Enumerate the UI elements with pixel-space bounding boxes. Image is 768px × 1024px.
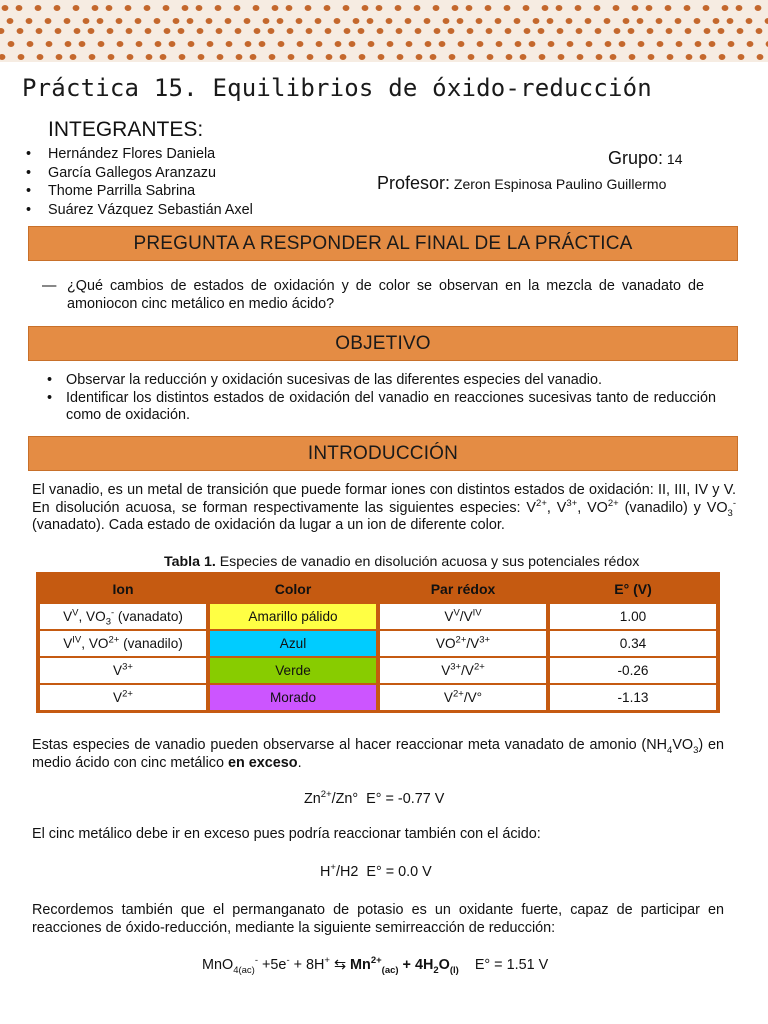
banner-dot	[56, 54, 63, 60]
banner-dot	[755, 5, 762, 11]
banner-dot	[439, 41, 446, 47]
banner-dot	[514, 18, 521, 24]
color-cell: Verde	[208, 657, 378, 684]
banner-dot	[604, 18, 611, 24]
banner-dot	[216, 28, 223, 34]
banner-dot	[377, 28, 384, 34]
banner-dot	[326, 54, 333, 60]
banner-dot	[17, 28, 24, 34]
banner-dot	[414, 5, 421, 11]
banner-dot	[747, 41, 754, 47]
grupo-value: 14	[663, 151, 683, 167]
banner-dot	[225, 18, 232, 24]
banner-dot	[533, 18, 540, 24]
banner-dot	[245, 41, 252, 47]
banner-dot	[8, 41, 15, 47]
banner-dot	[676, 41, 683, 47]
banner-dot	[405, 18, 412, 24]
banner-dot	[269, 54, 276, 60]
member-item: • García Gallegos Aranzazu	[20, 164, 253, 183]
banner-dot	[468, 54, 475, 60]
banner-dot	[452, 5, 459, 11]
banner-dot	[619, 41, 626, 47]
banner-dot	[169, 41, 176, 47]
banner-dot	[116, 18, 123, 24]
banner-dot	[54, 5, 61, 11]
member-item: • Hernández Flores Daniela	[20, 145, 253, 164]
banner-dot	[272, 5, 279, 11]
banner-dot	[736, 5, 743, 11]
banner-dot	[89, 54, 96, 60]
banner-dot	[728, 41, 735, 47]
banner-dot	[504, 5, 511, 11]
intro-paragraph-3: El cinc metálico debe ir en exceso pues podría reaccionar también con el ácido:	[32, 826, 541, 842]
banner-dot	[73, 5, 80, 11]
banner-dot	[746, 18, 753, 24]
banner-dot	[83, 18, 90, 24]
banner-dot	[2, 5, 9, 11]
table-header-cell: Ion	[38, 574, 208, 603]
banner-dot	[704, 28, 711, 34]
banner-dot	[16, 5, 23, 11]
banner-dot	[188, 41, 195, 47]
banner-dot	[614, 28, 621, 34]
section-header-introduccion: INTRODUCCIÓN	[28, 436, 738, 471]
banner-dot	[430, 54, 437, 60]
banner-dot	[685, 28, 692, 34]
banner-dot	[646, 5, 653, 11]
banner-dot	[173, 18, 180, 24]
banner-dot	[27, 41, 34, 47]
banner-dot	[575, 5, 582, 11]
banner-dot	[198, 54, 205, 60]
member-item: • Suárez Vázquez Sebastián Axel	[20, 201, 253, 220]
banner-dot	[520, 54, 527, 60]
banner-dot	[36, 28, 43, 34]
banner-dot	[567, 41, 574, 47]
potential-cell: -1.13	[548, 684, 718, 711]
banner-dot	[207, 41, 214, 47]
banner-dot	[539, 54, 546, 60]
banner-dot	[307, 54, 314, 60]
banner-dot	[457, 18, 464, 24]
banner-dot	[529, 41, 536, 47]
banner-dot	[684, 5, 691, 11]
banner-dot	[376, 5, 383, 11]
banner-dot	[217, 54, 224, 60]
banner-dot	[206, 18, 213, 24]
banner-dot	[566, 18, 573, 24]
banner-dot	[524, 28, 531, 34]
banner-dot	[595, 28, 602, 34]
table-header-cell: Par rédox	[378, 574, 548, 603]
banner-dot	[585, 18, 592, 24]
banner-dot	[316, 41, 323, 47]
banner-dot	[340, 54, 347, 60]
banner-dot	[486, 28, 493, 34]
banner-dot	[127, 54, 134, 60]
banner-dot	[632, 5, 639, 11]
banner-dot	[542, 5, 549, 11]
banner-dot	[359, 54, 366, 60]
banner-dot	[665, 5, 672, 11]
banner-dot	[628, 28, 635, 34]
banner-dot	[515, 41, 522, 47]
equation-zn: $Zn^{2+}/Zn^\circ$ E° = -0.77 V	[304, 789, 445, 807]
banner-dot	[675, 18, 682, 24]
question-block	[42, 278, 704, 313]
question-text: ¿Qué cambios de estados de oxidación y de color se observan en la mezcla de vanadato de amoniocon cinc metálico en medio ácido?	[67, 278, 704, 312]
banner-dot	[656, 18, 663, 24]
banner-dot	[647, 28, 654, 34]
banner-dot	[226, 41, 233, 47]
banner-dot	[324, 5, 331, 11]
members-list	[20, 145, 253, 219]
banner-dot	[106, 5, 113, 11]
banner-dot	[160, 54, 167, 60]
banner-dot	[443, 18, 450, 24]
banner-dot	[88, 28, 95, 34]
color-cell: Amarillo pálido	[208, 603, 378, 630]
banner-dot	[234, 5, 241, 11]
banner-dot	[637, 18, 644, 24]
banner-dot	[523, 5, 530, 11]
banner-dot	[268, 28, 275, 34]
banner-dot	[144, 5, 151, 11]
banner-dot	[538, 28, 545, 34]
banner-dot	[367, 18, 374, 24]
banner-dot	[315, 18, 322, 24]
banner-dot	[287, 28, 294, 34]
banner-dot	[605, 41, 612, 47]
banner-dot	[424, 18, 431, 24]
banner-dot	[467, 28, 474, 34]
banner-dot	[596, 54, 603, 60]
redox-pair-cell: $V^V/V^{IV}$	[378, 603, 548, 630]
banner-dot	[387, 41, 394, 47]
banner-dot	[487, 54, 494, 60]
banner-dot	[343, 5, 350, 11]
banner-dot	[756, 28, 763, 34]
banner-dot	[344, 28, 351, 34]
banner-dot	[98, 41, 105, 47]
banner-dot	[594, 5, 601, 11]
redox-pair-cell: $V^{3+}/V^{2+}$	[378, 657, 548, 684]
banner-dot	[548, 41, 555, 47]
banner-dot	[46, 41, 53, 47]
ion-cell: $V^{IV}$, $VO^{2+}$ (vanadilo)	[38, 630, 208, 657]
banner-dot	[496, 41, 503, 47]
objectives-list	[44, 372, 716, 425]
banner-dot	[686, 54, 693, 60]
banner-dot	[667, 54, 674, 60]
ion-cell: $V^{3+}$	[38, 657, 208, 684]
equation-mno4: MnO$_{4(ac)}$- +5e- + 8H+ ⇆ $Mn^{2+}_{(ac)} + 4H_2O_{(l)}$ E° = 1.51 V	[202, 955, 549, 976]
banner-dot	[64, 18, 71, 24]
banner-dot	[638, 41, 645, 47]
banner-dot	[305, 5, 312, 11]
banner-dot	[738, 54, 745, 60]
banner-dot	[108, 54, 115, 60]
banner-dot	[187, 18, 194, 24]
intro-paragraph-2: Estas especies de vanadio pueden observarse al hacer reaccionar meta vanadato de amonio $(NH_4VO_3)$ en medio ácido con cinc metálico en exceso.	[32, 737, 724, 771]
banner-dot	[286, 5, 293, 11]
banner-dot	[35, 5, 42, 11]
dot-pattern-image	[0, 0, 768, 62]
banner-dot	[92, 5, 99, 11]
banner-dot	[178, 28, 185, 34]
banner-dot	[476, 18, 483, 24]
table-header-row	[38, 574, 718, 603]
banner-dot	[65, 41, 72, 47]
potential-cell: 1.00	[548, 603, 718, 630]
banner-dot	[254, 28, 261, 34]
intro-paragraph-4: Recordemos también que el permanganato de potasio es un oxidante fuerte, capaz de participar en reacciones de óxido-reducción, mediante la siguiente semirreacción de reducción:	[32, 902, 724, 936]
banner-dot	[416, 54, 423, 60]
ion-cell: $V^{2+}$	[38, 684, 208, 711]
profesor-info	[377, 173, 666, 194]
banner-dot	[576, 28, 583, 34]
banner-dot	[415, 28, 422, 34]
banner-dot	[97, 18, 104, 24]
banner-dot	[556, 5, 563, 11]
profesor-value: Zeron Espinosa Paulino Guillermo	[450, 176, 667, 192]
banner-dot	[458, 41, 465, 47]
banner-dot	[117, 41, 124, 47]
banner-dot	[18, 54, 25, 60]
banner-dot	[126, 28, 133, 34]
banner-dot	[695, 41, 702, 47]
vanadium-table	[36, 572, 720, 713]
banner-dot	[719, 54, 726, 60]
banner-dot	[629, 54, 636, 60]
banner-dot	[709, 41, 716, 47]
banner-dot	[306, 28, 313, 34]
banner-dot	[466, 5, 473, 11]
table-caption-label: Tabla 1.	[164, 554, 216, 570]
banner-dot	[288, 54, 295, 60]
banner-dot	[586, 41, 593, 47]
banner-dot	[368, 41, 375, 47]
banner-dot	[79, 41, 86, 47]
table-row	[38, 603, 718, 630]
banner-dot	[278, 41, 285, 47]
banner-dot	[395, 5, 402, 11]
banner-dot	[433, 5, 440, 11]
banner-dot	[477, 41, 484, 47]
banner-dot	[703, 5, 710, 11]
integrantes-label: INTEGRANTES:	[48, 118, 204, 141]
banner-dot	[358, 28, 365, 34]
banner-dot	[495, 18, 502, 24]
banner-dot	[335, 41, 342, 47]
banner-dot	[613, 5, 620, 11]
potential-cell: 0.34	[548, 630, 718, 657]
objective-item: • Identificar los distintos estados de oxidación del vanadio en reacciones sucesivas tanto de reducción como de oxidación.	[44, 390, 716, 425]
page-title: Práctica 15. Equilibrios de óxido-reducción	[22, 74, 652, 102]
banner-dot	[107, 28, 114, 34]
banner-dot	[55, 28, 62, 34]
banner-dot	[547, 18, 554, 24]
intro-paragraph: El vanadio, es un metal de transición que puede formar iones con distintos estados de oxidación: II, III, IV y V. En disolución acuosa, se forman respectivamente las siguientes especies: $V^{2+}$, $V^{3+}$, $VO^{2+}$ (vanadilo) y $VO_3^-$ (vanadato). Cada estado de oxidación da lugar a un ion de diferente color.	[32, 482, 736, 533]
section-header-objetivo: OBJETIVO	[28, 326, 738, 361]
grupo-info	[608, 148, 683, 169]
banner-dot	[506, 54, 513, 60]
banner-dot	[362, 5, 369, 11]
banner-dot	[135, 18, 142, 24]
objective-item: • Observar la reducción y oxidación sucesivas de las diferentes especies del vanadio.	[44, 372, 716, 390]
banner-dot	[434, 28, 441, 34]
banner-dot	[296, 18, 303, 24]
table-caption-text: Especies de vanadio en disolución acuosa y sus potenciales rédox	[215, 554, 640, 570]
banner-dot	[236, 54, 243, 60]
banner-dot	[164, 28, 171, 34]
banner-dot	[623, 18, 630, 24]
banner-dot	[7, 18, 14, 24]
banner-dot	[334, 18, 341, 24]
color-cell: Azul	[208, 630, 378, 657]
banner-dot	[397, 54, 404, 60]
banner-dot	[196, 5, 203, 11]
banner-dot	[197, 28, 204, 34]
banner-dot	[558, 54, 565, 60]
table-row	[38, 630, 718, 657]
banner-dot	[648, 54, 655, 60]
banner-dot	[136, 41, 143, 47]
banner-dot	[713, 18, 720, 24]
banner-dot	[577, 54, 584, 60]
banner-dot	[448, 28, 455, 34]
banner-dot	[70, 54, 77, 60]
banner-dot	[378, 54, 385, 60]
banner-dot	[215, 5, 222, 11]
banner-dot	[396, 28, 403, 34]
banner-dot	[449, 54, 456, 60]
banner-dot	[297, 41, 304, 47]
banner-dot	[253, 5, 260, 11]
table-row	[38, 657, 718, 684]
banner-dot	[657, 41, 664, 47]
color-cell: Morado	[208, 684, 378, 711]
banner-dot	[325, 28, 332, 34]
banner-dot	[146, 54, 153, 60]
grupo-label: Grupo:	[608, 148, 664, 168]
banner-dot	[727, 18, 734, 24]
banner-dot	[37, 54, 44, 60]
redox-pair-cell: $V^{2+}/V^\circ$	[378, 684, 548, 711]
banner-dot	[349, 41, 356, 47]
banner-dot	[244, 18, 251, 24]
table-header-cell: E° (V)	[548, 574, 718, 603]
banner-dot	[386, 18, 393, 24]
banner-dot	[182, 5, 189, 11]
question-dash: —	[42, 278, 57, 294]
banner-dot	[353, 18, 360, 24]
equation-h: H+/H2 E° = 0.0 V	[320, 862, 432, 880]
banner-dot	[163, 5, 170, 11]
banner-dot	[737, 28, 744, 34]
ion-cell: $V^V$, $VO_3^-$ (vanadato)	[38, 603, 208, 630]
table-caption	[164, 554, 639, 570]
banner-dot	[277, 18, 284, 24]
banner-dot	[425, 41, 432, 47]
redox-pair-cell: $VO^{2+}/V^{3+}$	[378, 630, 548, 657]
banner-dot	[694, 18, 701, 24]
banner-dot	[250, 54, 257, 60]
potential-cell: -0.26	[548, 657, 718, 684]
profesor-label: Profesor:	[377, 173, 451, 193]
banner-dot	[263, 18, 270, 24]
banner-dot	[406, 41, 413, 47]
banner-dot	[259, 41, 266, 47]
banner-dot	[125, 5, 132, 11]
section-header-pregunta: PREGUNTA A RESPONDER AL FINAL DE LA PRÁCTICA	[28, 226, 738, 261]
member-item: • Thome Parrilla Sabrina	[20, 182, 253, 201]
banner-dot	[666, 28, 673, 34]
banner-dot	[505, 28, 512, 34]
banner-dot	[74, 28, 81, 34]
table-row	[38, 684, 718, 711]
banner-dot	[154, 18, 161, 24]
banner-dot	[485, 5, 492, 11]
banner-dot	[722, 5, 729, 11]
banner-dot	[557, 28, 564, 34]
banner-dot	[45, 18, 52, 24]
banner-dot	[235, 28, 242, 34]
table-header-cell: Color	[208, 574, 378, 603]
banner-dot	[718, 28, 725, 34]
banner-dot	[179, 54, 186, 60]
banner-dot	[610, 54, 617, 60]
banner-dot	[757, 54, 764, 60]
banner-dot	[26, 18, 33, 24]
banner-dot	[155, 41, 162, 47]
banner-dot	[700, 54, 707, 60]
banner-dot	[145, 28, 152, 34]
decorative-banner	[0, 0, 768, 62]
